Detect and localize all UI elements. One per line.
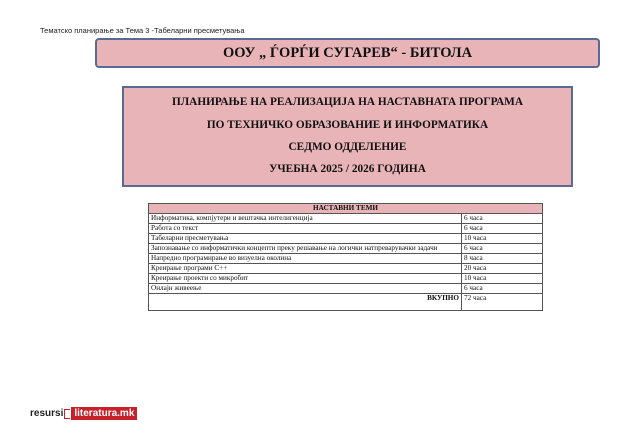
hours-cell: 6 часа (462, 284, 543, 294)
table-header: НАСТАВНИ ТЕМИ (149, 204, 543, 214)
document-header: Тематско планирање за Тема 3 -Табеларни пресметувања (40, 26, 245, 35)
school-name: ООУ „ ЃОРЃИ СУГАРЕВ“ - БИТОЛА (222, 44, 473, 61)
table-row (149, 234, 543, 244)
topic-cell: Креирање проекти со микробит (149, 274, 462, 284)
topic-cell: Креирање програми C++ (149, 264, 462, 274)
table-row (149, 264, 543, 274)
table-row (149, 284, 543, 294)
hours-cell: 20 часа (462, 264, 543, 274)
plan-title-line-4: УЧЕБНА 2025 / 2026 ГОДИНА (269, 163, 426, 176)
table-row (149, 214, 543, 224)
hours-cell: 6 часа (462, 244, 543, 254)
site-logo (30, 407, 137, 420)
hours-cell: 8 часа (462, 254, 543, 264)
table-row (149, 224, 543, 234)
logo-prefix: resursi (30, 408, 64, 419)
topic-cell: Онлајн живеење (149, 284, 462, 294)
plan-title-line-1: ПЛАНИРАЊЕ НА РЕАЛИЗАЦИЈА НА НАСТАВНАТА ПРОГРАМА (171, 96, 524, 109)
topic-cell: Запознавање со информатички концепти преку решавање на логички натпреварувачки задачи (149, 244, 462, 254)
topics-table (148, 203, 543, 311)
topic-cell: Табеларни пресметувања (149, 234, 462, 244)
topic-cell: Информатика, компјутери и вештачка интелигенција (149, 214, 462, 224)
topic-cell: Работа со текст (149, 224, 462, 234)
table-row (149, 274, 543, 284)
table-header-row (149, 204, 543, 214)
hours-cell: 10 часа (462, 234, 543, 244)
logo-brand: literatura.mk (71, 407, 137, 420)
hours-cell: 6 часа (462, 224, 543, 234)
table-row (149, 254, 543, 264)
plan-title-line-3: СЕДМО ОДДЕЛЕНИЕ (288, 140, 407, 153)
table-row (149, 244, 543, 254)
hours-cell: 6 часа (462, 214, 543, 224)
logo-bracket-icon (64, 409, 70, 419)
plan-title-line-2: ПО ТЕХНИЧКО ОБРАЗОВАНИЕ И ИНФОРМАТИКА (206, 118, 489, 131)
topic-cell: Напредно програмирање во визуелна околина (149, 254, 462, 264)
hours-cell: 10 часа (462, 274, 543, 284)
total-label: ВКУПНО (149, 294, 462, 311)
total-row (149, 294, 543, 311)
total-value: 72 часа (462, 294, 543, 311)
plan-title-box (122, 86, 573, 187)
school-name-box (95, 38, 600, 68)
